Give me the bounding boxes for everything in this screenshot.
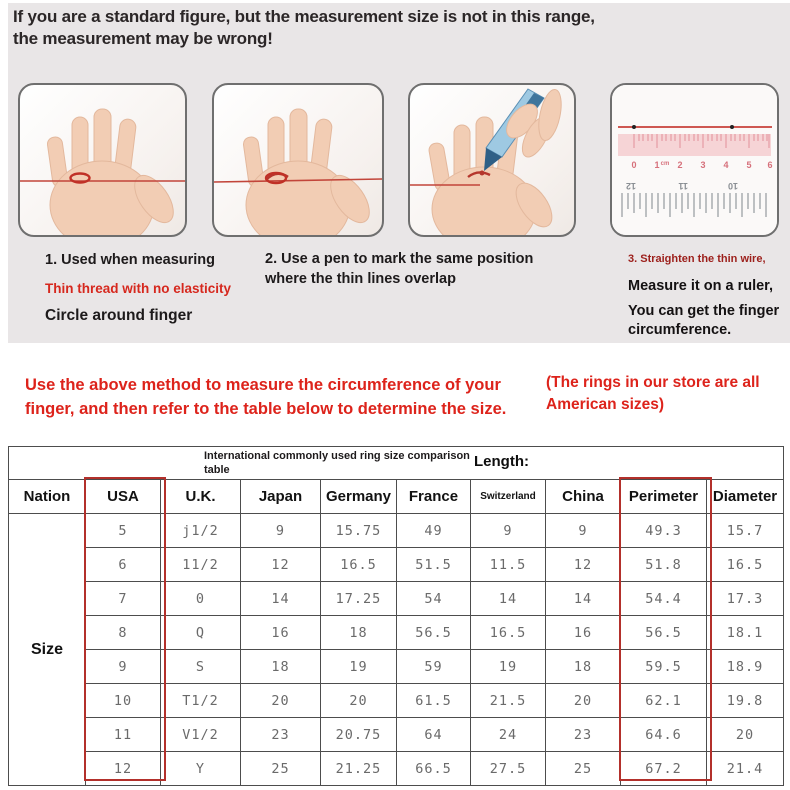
ruler-inch-10: 10 xyxy=(727,181,738,191)
table-cell: T1/2 xyxy=(161,684,241,718)
table-cell: 49.3 xyxy=(621,514,707,548)
ruler-cm-2: 2 xyxy=(677,160,683,170)
table-cell: 20 xyxy=(321,684,397,718)
table-cell: 19.8 xyxy=(707,684,784,718)
table-cell: 20 xyxy=(241,684,321,718)
table-cell: 0 xyxy=(161,582,241,616)
size-table-body xyxy=(9,514,784,786)
table-cell: 16.5 xyxy=(471,616,546,650)
column-header-diameter: Diameter xyxy=(707,480,784,514)
ruler-cm-3: 3 xyxy=(700,160,706,170)
column-header-japan: Japan xyxy=(241,480,321,514)
table-cell: 18 xyxy=(241,650,321,684)
table-cell: 14 xyxy=(471,582,546,616)
step1-note: Circle around finger xyxy=(45,307,193,324)
table-row xyxy=(9,718,784,752)
table-cell: 51.5 xyxy=(397,548,471,582)
table-cell: 18.9 xyxy=(707,650,784,684)
table-header-row xyxy=(9,480,784,514)
table-row xyxy=(9,616,784,650)
table-cell: 21.25 xyxy=(321,752,397,786)
table-cell: 19 xyxy=(471,650,546,684)
table-cell: 7 xyxy=(86,582,161,616)
table-cell: 18.1 xyxy=(707,616,784,650)
table-cell: 16 xyxy=(546,616,621,650)
column-header-germany: Germany xyxy=(321,480,397,514)
photo-measuring-thread-1 xyxy=(18,83,187,237)
table-cell: 51.8 xyxy=(621,548,707,582)
table-row xyxy=(9,752,784,786)
table-cell: Q xyxy=(161,616,241,650)
table-cell: 54 xyxy=(397,582,471,616)
ruler-inch-12: 12 xyxy=(625,181,636,191)
table-cell: 12 xyxy=(546,548,621,582)
table-cell: V1/2 xyxy=(161,718,241,752)
table-cell: 14 xyxy=(546,582,621,616)
table-cell: 8 xyxy=(86,616,161,650)
ruler-cm-5: 5 xyxy=(746,160,752,170)
table-row xyxy=(9,582,784,616)
table-cell: 12 xyxy=(241,548,321,582)
table-title-cell xyxy=(9,447,784,480)
table-cell: 18 xyxy=(546,650,621,684)
size-row-label: Size xyxy=(9,514,86,786)
page-title: If you are a standard figure, but the measurement size is not in this range, the measurement may be wrong! xyxy=(13,7,595,48)
table-cell: 16 xyxy=(241,616,321,650)
ruler-cm-unit: cm xyxy=(660,161,670,167)
column-header-uk: U.K. xyxy=(161,480,241,514)
table-cell: 9 xyxy=(546,514,621,548)
table-cell: 64.6 xyxy=(621,718,707,752)
pen-marking-illustration xyxy=(410,85,574,235)
table-cell: 18 xyxy=(321,616,397,650)
ruler-cm-0: 0 xyxy=(631,160,637,170)
step1-red-note: Thin thread with no elasticity xyxy=(45,281,232,296)
table-row xyxy=(9,684,784,718)
table-cell: 66.5 xyxy=(397,752,471,786)
table-cell: 25 xyxy=(241,752,321,786)
length-label: Length: xyxy=(474,453,529,470)
table-cell: 20.75 xyxy=(321,718,397,752)
table-cell: 6 xyxy=(86,548,161,582)
table-cell: 49 xyxy=(397,514,471,548)
table-cell: 54.4 xyxy=(621,582,707,616)
table-cell: 64 xyxy=(397,718,471,752)
table-cell: 11.5 xyxy=(471,548,546,582)
table-cell: 25 xyxy=(546,752,621,786)
table-cell: 56.5 xyxy=(397,616,471,650)
table-row xyxy=(9,650,784,684)
table-title-row xyxy=(9,447,784,480)
ruler-cm-4: 4 xyxy=(723,160,729,170)
photo-ruler xyxy=(610,83,779,237)
table-cell: j1/2 xyxy=(161,514,241,548)
table-cell: 59 xyxy=(397,650,471,684)
table-cell: 21.4 xyxy=(707,752,784,786)
table-cell: 9 xyxy=(241,514,321,548)
table-cell: Y xyxy=(161,752,241,786)
photo-pen-marking xyxy=(408,83,576,237)
table-cell: 24 xyxy=(471,718,546,752)
table-cell: 17.25 xyxy=(321,582,397,616)
step3-title: 3. Straighten the thin wire, xyxy=(628,253,766,265)
table-cell: 10 xyxy=(86,684,161,718)
measure-instruction-text: Use the above method to measure the circumference of your finger, and then refer to the table below to determine the size. xyxy=(25,376,507,418)
column-header-china: China xyxy=(546,480,621,514)
table-cell: 67.2 xyxy=(621,752,707,786)
table-cell: 21.5 xyxy=(471,684,546,718)
step1-title: 1. Used when measuring xyxy=(45,252,216,268)
table-cell: S xyxy=(161,650,241,684)
ruler-cm-6: 6 xyxy=(767,160,773,170)
table-cell: 27.5 xyxy=(471,752,546,786)
column-header-perimeter: Perimeter xyxy=(621,480,707,514)
photo-measuring-thread-2 xyxy=(212,83,384,237)
hand-thread-overlap-illustration xyxy=(214,85,382,235)
table-cell: 16.5 xyxy=(321,548,397,582)
column-header-usa: USA xyxy=(86,480,161,514)
table-cell: 15.75 xyxy=(321,514,397,548)
step2-title: 2. Use a pen to mark the same position where the thin lines overlap xyxy=(265,251,534,287)
table-cell: 59.5 xyxy=(621,650,707,684)
table-cell: 14 xyxy=(241,582,321,616)
table-cell: 11/2 xyxy=(161,548,241,582)
ruler-inch-11: 11 xyxy=(678,181,688,191)
column-header-nation: Nation xyxy=(9,480,86,514)
column-header-france: France xyxy=(397,480,471,514)
table-cell: 23 xyxy=(241,718,321,752)
size-comparison-table xyxy=(8,446,784,786)
column-header-switzerland: Switzerland xyxy=(471,480,546,514)
table-cell: 56.5 xyxy=(621,616,707,650)
step3-line3: You can get the finger circumference. xyxy=(628,303,780,338)
table-title: International commonly used ring size comparison table xyxy=(204,450,470,476)
table-cell: 61.5 xyxy=(397,684,471,718)
table-cell: 12 xyxy=(86,752,161,786)
table-row xyxy=(9,548,784,582)
table-cell: 20 xyxy=(546,684,621,718)
size-comparison-table-wrap xyxy=(8,446,783,786)
table-cell: 15.7 xyxy=(707,514,784,548)
table-cell: 9 xyxy=(471,514,546,548)
ruler-illustration xyxy=(612,85,777,235)
ruler-cm-1: 1 xyxy=(654,160,660,170)
hand-with-thread-illustration xyxy=(20,85,185,235)
table-cell: 17.3 xyxy=(707,582,784,616)
table-cell: 11 xyxy=(86,718,161,752)
table-row xyxy=(9,514,784,548)
table-cell: 23 xyxy=(546,718,621,752)
table-cell: 19 xyxy=(321,650,397,684)
table-cell: 20 xyxy=(707,718,784,752)
american-sizes-note: (The rings in our store are all American sizes) xyxy=(546,374,760,413)
table-cell: 16.5 xyxy=(707,548,784,582)
table-cell: 62.1 xyxy=(621,684,707,718)
step3-line2: Measure it on a ruler, xyxy=(628,278,774,294)
table-cell: 5 xyxy=(86,514,161,548)
table-cell: 9 xyxy=(86,650,161,684)
